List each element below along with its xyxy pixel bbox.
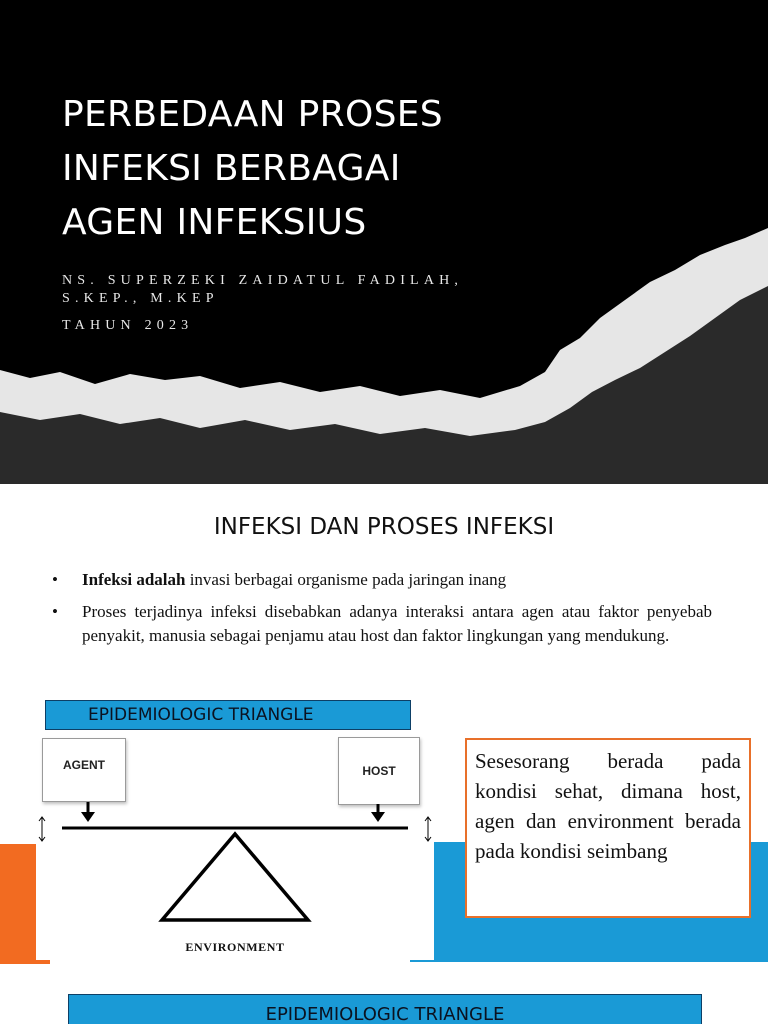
agent-down-arrow [81,802,95,822]
environment-label: ENVIRONMENT [185,940,285,954]
balance-drawing [36,732,434,960]
bullet-item [52,600,712,648]
left-updown-arrow-icon [39,817,45,841]
bullet-term: Infeksi adalah [82,570,186,589]
host-down-arrow [371,804,385,822]
diagram-label-next: EPIDEMIOLOGIC TRIANGLE [68,994,702,1024]
slide-heading: INFEKSI DAN PROSES INFEKSI [213,514,555,540]
bullet-text: invasi berbagai organisme pada jaringan inang [185,570,507,589]
bullet-text: Proses terjadinya infeksi disebabkan adanya interaksi antara agen atau faktor penyebab penyakit, manusia sebagai penjamu atau host dan faktor lingkungan yang mendukung. [82,602,712,645]
bullet-list [52,568,712,656]
bullet-item [52,568,712,592]
callout-textbox: Sesesorang berada pada kondisi sehat, dimana host, agen dan environment berada pada kondisi seimbang [465,738,751,918]
diagram-label: EPIDEMIOLOGIC TRIANGLE [45,700,411,730]
right-updown-arrow-icon [425,817,431,841]
content-slide [0,484,768,1024]
presentation-title: PERBEDAAN PROSES INFEKSI BERBAGAI AGEN INFEKSIUS [62,94,443,243]
bullet-glyph: • [52,570,58,589]
year-label: TAHUN 2023 [62,318,194,333]
agent-box: AGENT [42,738,126,802]
author-name: NS. SUPERZEKI ZAIDATUL FADILAH, S.KEP., M.KEP [62,273,464,306]
bullet-glyph: • [52,602,58,621]
host-box: HOST [338,737,420,805]
epidemiologic-triangle-diagram [36,732,434,960]
title-slide [0,0,768,484]
fulcrum-triangle [162,834,308,920]
